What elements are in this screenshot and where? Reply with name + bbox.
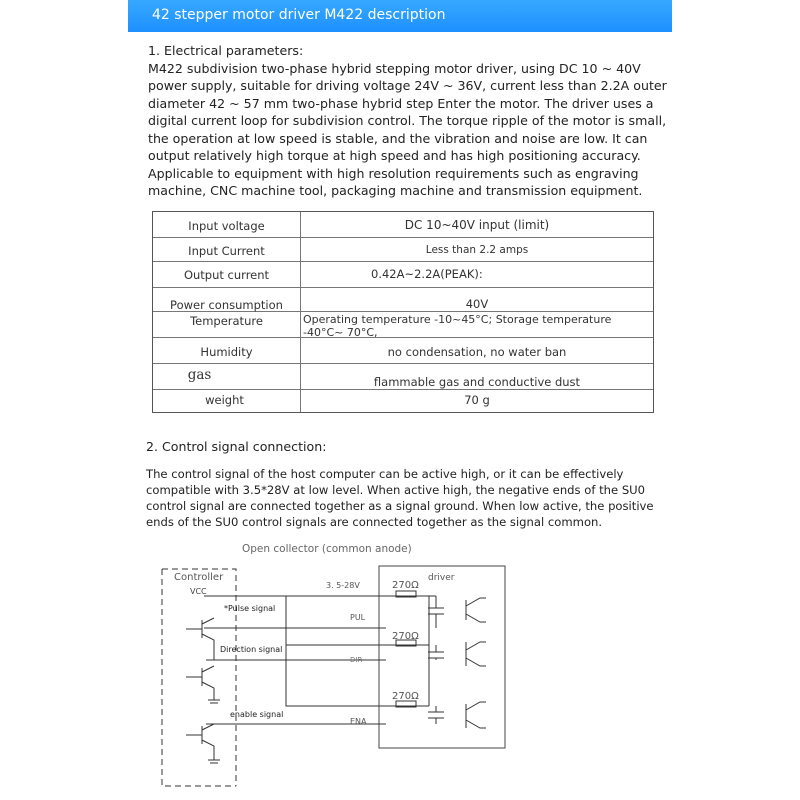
table-row bbox=[153, 390, 653, 412]
page-title: 42 stepper motor driver M422 description bbox=[152, 7, 446, 23]
param-value: 70 g bbox=[464, 393, 490, 407]
opto-1 bbox=[396, 591, 486, 628]
param-label: Input voltage bbox=[188, 219, 265, 233]
param-value: no condensation, no water ban bbox=[387, 345, 567, 359]
parameter-table bbox=[152, 211, 654, 413]
table-row bbox=[153, 288, 653, 312]
driver-label: driver bbox=[428, 573, 455, 583]
signal-name: enable signal bbox=[230, 710, 284, 719]
param-value: flammable gas and conductive dust bbox=[373, 375, 581, 389]
pin-label: ENA bbox=[350, 717, 367, 726]
section-heading: 2. Control signal connection: bbox=[146, 439, 327, 454]
param-value: 0.42A~2.2A(PEAK): bbox=[371, 267, 483, 281]
resistor-label: 270Ω bbox=[392, 631, 419, 642]
param-label: Temperature bbox=[190, 314, 263, 328]
resistor-label: 270Ω bbox=[392, 580, 419, 591]
param-value: Less than 2.2 amps bbox=[425, 244, 529, 256]
table-row bbox=[153, 212, 653, 238]
table-row bbox=[153, 338, 653, 364]
signal-name: Direction signal bbox=[220, 645, 283, 654]
driver-box bbox=[379, 566, 505, 748]
controller-label: Controller bbox=[174, 572, 224, 583]
voltage-label: 3. 5-28V bbox=[326, 581, 360, 590]
param-label: Output current bbox=[183, 268, 270, 282]
signal-name: *Pulse signal bbox=[224, 604, 276, 613]
section-body: M422 subdivision two-phase hybrid stepping motor driver, using DC 10 ~ 40V power supply, suitable for driving voltage 24V ~ 36V, current less than 2.2A outer diameter 42 ~ 57 mm two-phase hybrid step Enter the motor. The driver uses a digital current loop for subdivision control. The torque ripple of the motor is small, the operation at low speed is stable, and the vibration and noise are low. It can output relatively high torque at high speed and has high positioning accuracy. Applicable to equipment with high resolution requirements such as engraving machine, CNC machine tool, packaging machine and transmission equipment. bbox=[148, 60, 667, 198]
table-row bbox=[153, 262, 653, 288]
resistor-label: 270Ω bbox=[392, 691, 419, 702]
param-value: Operating temperature -10~45°C; Storage temperature -40°C~ 70°C, bbox=[303, 313, 612, 339]
opto-3 bbox=[396, 701, 486, 728]
section-electrical-parameters bbox=[148, 42, 668, 200]
title-banner bbox=[128, 0, 672, 32]
table-row bbox=[153, 364, 653, 390]
opto-2 bbox=[396, 640, 486, 666]
pin-label: DIR bbox=[350, 656, 363, 664]
param-label: weight bbox=[205, 393, 244, 407]
table-row bbox=[153, 312, 653, 338]
pin-label: PUL bbox=[350, 613, 366, 622]
param-label: Humidity bbox=[200, 345, 253, 359]
transistor-1 bbox=[186, 618, 214, 660]
param-value: 40V bbox=[465, 297, 489, 311]
param-value: DC 10~40V input (limit) bbox=[404, 218, 550, 232]
param-label: Power consumption bbox=[170, 298, 283, 312]
diagram-title: Open collector (common anode) bbox=[242, 543, 412, 555]
param-label: gas bbox=[187, 367, 212, 383]
section-body: The control signal of the host computer can be active high, or it can be effectively compatible with 3.5*28V at low level. When active high, the negative ends of the SU0 control signal are connected together as a signal ground. When low active, the positive ends of the SU0 control signals are connected together as the signal common. bbox=[146, 467, 654, 529]
vcc-label: VCC bbox=[190, 587, 207, 596]
table-row bbox=[153, 238, 653, 262]
wiring-diagram bbox=[146, 538, 660, 792]
param-label: Input Current bbox=[188, 244, 265, 258]
transistor-2 bbox=[186, 666, 214, 700]
transistor-3 bbox=[186, 724, 214, 760]
section-heading: 1. Electrical parameters: bbox=[148, 43, 304, 58]
